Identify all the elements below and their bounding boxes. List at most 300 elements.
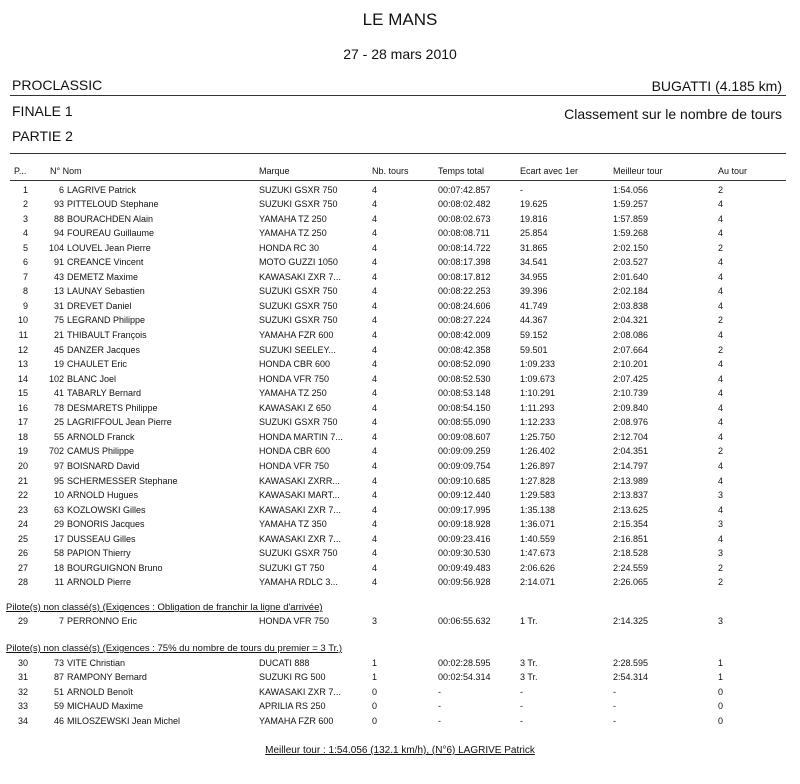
cell-temps: 00:08:14.722 [438,242,491,253]
cell-best: 2:14.325 [613,616,649,626]
cell-au: 4 [718,300,724,311]
cell-marque: KAWASAKI ZXR 7... [259,504,341,515]
cell-au: 4 [718,330,724,340]
cell-temps: - [438,715,441,726]
cell-au: 4 [718,257,724,268]
cell-ecart: - [520,715,523,726]
cell-temps: 00:08:52.090 [438,359,491,370]
table-row [0,519,800,533]
table-row [0,214,800,228]
cell-marque: YAMAHA TZ 250 [259,213,327,224]
cell-num: 29 [53,519,64,530]
cell-tours: 4 [372,300,378,311]
cell-best: 2:26.065 [613,577,649,588]
cell-temps: 00:09:17.995 [438,504,491,515]
cell-num: 10 [53,490,64,501]
cell-num: 91 [53,257,64,268]
cell-ecart: 1 Tr. [520,616,538,626]
table-row [0,563,800,577]
cell-marque: YAMAHA FZR 600 [259,715,334,726]
cell-au: 4 [718,359,724,370]
cell-au: 3 [718,616,724,626]
col-ecart: Ecart avec 1er [520,166,579,176]
col-pos: P... [14,166,27,176]
cell-best: 2:08.086 [613,330,649,340]
cell-num: 7 [58,616,64,626]
cell-pos: 2 [22,199,28,210]
cell-best: - [613,701,616,712]
cell-temps: 00:08:17.812 [438,271,491,282]
circuit-label: BUGATTI (4.185 km) [651,78,782,94]
cell-au: 4 [718,373,724,384]
cell-au: 2 [718,315,724,326]
part-label: PARTIE 2 [12,128,73,144]
cell-marque: KAWASAKI Z 650 [259,402,331,413]
cell-marque: HONDA VFR 750 [259,373,330,384]
cell-ecart: 1:36.071 [520,519,556,530]
cell-nom: VITE Christian [67,657,126,668]
cell-num: 104 [48,242,64,253]
cell-nom: PITTELOUD Stephane [67,199,159,210]
cell-pos: 17 [17,417,28,428]
cell-ecart: - [520,686,523,697]
cell-best: 2:03.838 [613,300,649,311]
cell-pos: 5 [22,242,28,253]
cell-nom: CAMUS Philippe [67,446,135,457]
cell-pos: 33 [17,701,28,712]
cell-temps: 00:08:52.530 [438,373,491,384]
cell-tours: 4 [372,257,378,268]
cell-au: 4 [718,213,724,224]
cell-tours: 4 [372,577,378,588]
cell-best: 2:12.704 [613,431,649,442]
cell-ecart: 2:06.626 [520,562,556,573]
cell-num: 95 [53,475,64,486]
cell-ecart: - [520,184,523,195]
cell-nom: PERRONNO Eric [67,616,138,626]
cell-pos: 1 [22,184,28,195]
cell-temps: 00:09:09.754 [438,460,491,471]
cell-best: - [613,686,616,697]
cell-marque: SUZUKI GSXR 750 [259,184,338,195]
cell-pos: 32 [17,686,28,697]
cell-temps: 00:08:24.606 [438,300,491,311]
cell-temps: 00:09:18.928 [438,519,491,530]
cell-num: 73 [53,657,64,668]
cell-ecart: 1:11.293 [520,402,555,413]
cell-marque: SUZUKI SEELEY... [259,344,336,355]
cell-nom: FOUREAU Guillaume [67,228,155,239]
cell-pos: 8 [22,286,28,297]
cell-tours: 4 [372,388,378,399]
cell-marque: KAWASAKI ZXR 7... [259,533,341,544]
cell-marque: HONDA RC 30 [259,242,320,253]
cell-pos: 12 [17,344,28,355]
table-row [0,199,800,213]
table-row [0,534,800,548]
cell-tours: 0 [372,715,378,726]
cell-au: 1 [718,672,724,683]
cell-num: 75 [53,315,64,326]
cell-pos: 19 [17,446,28,457]
cell-num: 51 [53,686,64,697]
cell-pos: 6 [22,257,28,268]
cell-num: 31 [53,300,64,311]
cell-marque: HONDA CBR 600 [259,446,331,457]
table-row [0,687,800,701]
cell-temps: 00:07:42.857 [438,184,491,195]
cell-ecart: 1:25.750 [520,431,556,442]
cell-best: 2:54.314 [613,672,649,683]
cell-marque: YAMAHA TZ 350 [259,519,327,530]
col-marque: Marque [259,166,290,176]
cell-best: 2:16.851 [613,533,649,544]
cell-best: 1:54.056 [613,184,649,195]
cell-ecart: 19.625 [520,199,548,210]
cell-pos: 10 [17,315,28,326]
table-row [0,315,800,329]
cell-temps: - [438,686,441,697]
cell-best: 2:07.664 [613,344,649,355]
col-au-tour: Au tour [718,166,748,176]
column-rule [10,180,786,181]
cell-nom: ARNOLD Benoît [67,686,134,697]
cell-pos: 29 [17,616,28,626]
cell-tours: 4 [372,504,378,515]
cell-marque: KAWASAKI ZXR 7... [259,686,341,697]
cell-ecart: 1:40.559 [520,533,556,544]
cell-tours: 4 [372,475,378,486]
cell-pos: 18 [17,431,28,442]
cell-tours: 4 [372,242,378,253]
table-row [0,330,800,344]
cell-tours: 4 [372,228,378,239]
table-row [0,228,800,242]
cell-nom: BONORIS Jacques [67,519,145,530]
cell-nom: BOISNARD David [67,460,140,471]
cell-num: 6 [58,184,64,195]
cell-pos: 3 [22,213,28,224]
cell-nom: CREANCE Vincent [67,257,144,268]
col-tours: Nb. tours [372,166,409,176]
col-temps: Temps total [438,166,485,176]
cell-au: 4 [718,271,724,282]
cell-best: 1:57.859 [613,213,649,224]
cell-nom: MICHAUD Maxime [67,701,144,712]
cell-num: 87 [53,672,64,683]
cell-pos: 22 [17,490,28,501]
cell-pos: 25 [17,533,28,544]
cell-best: 2:15.354 [613,519,649,530]
cell-num: 41 [53,388,64,399]
cell-ecart: 1:12.233 [520,417,556,428]
cell-ecart: 1:26.402 [520,446,556,457]
cell-ecart: 1:26.897 [520,460,556,471]
cell-best: 2:04.351 [613,446,649,457]
cell-num: 17 [53,533,64,544]
cell-marque: KAWASAKI MART... [259,490,340,501]
cell-au: 4 [718,402,724,413]
cell-tours: 4 [372,344,378,355]
section-1-title: Pilote(s) non classé(s) (Exigences : Obligation de franchir la ligne d'arrivée) [6,602,323,613]
cell-ecart: 1:09.233 [520,359,556,370]
cell-tours: 3 [372,616,378,626]
section-2-title: Pilote(s) non classé(s) (Exigences : 75% du nombre de tours du premier = 3 Tr.) [6,643,343,654]
table-row [0,701,800,715]
cell-pos: 15 [17,388,28,399]
classement-label: Classement sur le nombre de tours [564,106,782,122]
cell-au: 2 [718,562,724,573]
cell-tours: 0 [372,701,378,712]
cell-pos: 23 [17,504,28,515]
cell-num: 88 [53,213,64,224]
cell-marque: SUZUKI GSXR 750 [259,199,338,210]
cell-best: 2:24.559 [613,562,649,573]
cell-pos: 31 [17,672,28,683]
header-rule-bottom [10,153,786,154]
cell-num: 46 [53,715,64,726]
table-row [0,403,800,417]
cell-pos: 13 [17,359,28,370]
cell-tours: 4 [372,373,378,384]
cell-au: 2 [718,577,724,588]
cell-best: 2:08.976 [613,417,649,428]
table-row [0,672,800,686]
cell-marque: SUZUKI GT 750 [259,562,325,573]
cell-temps: 00:08:02.482 [438,199,491,210]
col-best: Meilleur tour [613,166,663,176]
cell-nom: BOURACHDEN Alain [67,213,154,224]
cell-nom: LAGRIVE Patrick [67,184,137,195]
cell-au: 3 [718,490,724,501]
cell-tours: 4 [372,213,378,224]
cell-best: 2:04.321 [613,315,649,326]
cell-ecart: 59.152 [520,330,548,340]
cell-marque: DUCATI 888 [259,657,310,668]
cell-au: 4 [718,286,724,297]
cell-temps: 00:08:27.224 [438,315,491,326]
table-row [0,185,800,199]
cell-tours: 4 [372,431,378,442]
cell-nom: ARNOLD Franck [67,431,135,442]
cell-pos: 9 [22,300,28,311]
cell-nom: ARNOLD Pierre [67,577,132,588]
cell-au: 4 [718,388,724,399]
cell-marque: SUZUKI GSXR 750 [259,548,338,559]
cell-ecart: - [520,701,523,712]
cell-marque: YAMAHA FZR 600 [259,330,334,340]
cell-ecart: 41.749 [520,300,548,311]
cell-ecart: 34.541 [520,257,548,268]
cell-temps: 00:08:08.711 [438,228,490,239]
table-row [0,446,800,460]
cell-temps: 00:08:55.090 [438,417,491,428]
cell-ecart: 3 Tr. [520,657,538,668]
cell-nom: TABARLY Bernard [67,388,142,399]
cell-tours: 4 [372,460,378,471]
cell-best: 2:09.840 [613,402,649,413]
cell-num: 43 [53,271,64,282]
table-row [0,417,800,431]
cell-marque: YAMAHA TZ 250 [259,228,327,239]
cell-num: 78 [53,402,64,413]
table-row [0,388,800,402]
cell-num: 18 [53,562,64,573]
cell-nom: THIBAULT François [67,330,147,340]
cell-temps: - [438,701,441,712]
cell-tours: 4 [372,417,378,428]
table-row [0,286,800,300]
cell-num: 19 [53,359,64,370]
cell-temps: 00:09:30.530 [438,548,491,559]
cell-marque: HONDA CBR 600 [259,359,331,370]
cell-au: 2 [718,242,724,253]
cell-tours: 4 [372,402,378,413]
cell-tours: 4 [372,271,378,282]
cell-marque: KAWASAKI ZXR 7... [259,271,341,282]
cell-num: 45 [53,344,64,355]
cell-pos: 27 [17,562,28,573]
cell-tours: 0 [372,686,378,697]
cell-tours: 4 [372,199,378,210]
event-title: LE MANS [362,10,438,29]
cell-num: 93 [53,199,64,210]
cell-nom: LEGRAND Philippe [67,315,146,326]
cell-pos: 26 [17,548,28,559]
cell-marque: SUZUKI GSXR 750 [259,286,338,297]
cell-tours: 4 [372,490,378,501]
cell-au: 2 [718,446,724,457]
header-rule-top [10,95,786,96]
cell-num: 102 [48,373,64,384]
cell-nom: KOZLOWSKI Gilles [67,504,146,515]
cell-tours: 4 [372,533,378,544]
cell-pos: 24 [17,519,28,530]
cell-temps: 00:06:55.632 [438,616,491,626]
table-row [0,505,800,519]
cell-nom: LAGRIFFOUL Jean Pierre [67,417,172,428]
column-headers [0,166,800,180]
cell-marque: YAMAHA TZ 250 [259,388,327,399]
cell-marque: SUZUKI GSXR 750 [259,417,338,428]
cell-num: 59 [53,701,64,712]
cell-best: 2:03.527 [613,257,649,268]
cell-best: 2:14.797 [613,460,649,471]
cell-num: 58 [53,548,64,559]
cell-nom: DREVET Daniel [67,300,132,311]
cell-temps: 00:08:53.148 [438,388,491,399]
cell-ecart: 39.396 [520,286,548,297]
cell-best: 2:28.595 [613,657,649,668]
cell-au: 3 [718,519,724,530]
cell-tours: 4 [372,519,378,530]
table-row [0,257,800,271]
cell-tours: 4 [372,286,378,297]
cell-pos: 34 [17,715,28,726]
table-row [0,476,800,490]
cell-tours: 1 [372,657,378,668]
cell-pos: 21 [17,475,28,486]
table-row [0,359,800,373]
cell-pos: 20 [17,460,28,471]
cell-au: 0 [718,715,724,726]
cell-tours: 4 [372,330,378,340]
cell-nom: LOUVEL Jean Pierre [67,242,151,253]
cell-num: 63 [53,504,64,515]
cell-temps: 00:08:42.009 [438,330,491,340]
cell-tours: 4 [372,548,378,559]
cell-pos: 16 [17,402,28,413]
cell-temps: 00:08:22.253 [438,286,491,297]
table-row [0,345,800,359]
cell-ecart: 2:14.071 [520,577,556,588]
cell-au: 4 [718,504,724,515]
cell-au: 4 [718,417,724,428]
cell-tours: 4 [372,315,378,326]
cell-marque: SUZUKI GSXR 750 [259,315,338,326]
cell-nom: BOURGUIGNON Bruno [67,562,163,573]
cell-ecart: 1:47.673 [520,548,556,559]
cell-au: 1 [718,657,724,668]
cell-au: 4 [718,460,724,471]
cell-marque: HONDA VFR 750 [259,616,330,626]
cell-best: 2:02.150 [613,242,649,253]
table-row [0,548,800,562]
cell-num: 21 [53,330,64,340]
cell-pos: 11 [18,330,28,340]
cell-temps: 00:08:54.150 [438,402,491,413]
cell-best: 2:10.201 [613,359,649,370]
cell-au: 4 [718,431,724,442]
cell-temps: 00:08:02.673 [438,213,491,224]
cell-best: 1:59.268 [613,228,649,239]
cell-marque: HONDA MARTIN 7... [259,431,343,442]
cell-tours: 4 [372,184,378,195]
cell-pos: 14 [17,373,28,384]
cell-num: 11 [54,577,64,588]
cell-ecart: 1:09.673 [520,373,556,384]
cell-nom: DEMETZ Maxime [67,271,139,282]
table-row [0,374,800,388]
cell-num: 702 [48,446,64,457]
cell-au: 2 [718,344,724,355]
cell-tours: 1 [372,672,378,683]
cell-marque: SUZUKI RG 500 [259,672,326,683]
cell-temps: 00:09:09.259 [438,446,491,457]
cell-ecart: 3 Tr. [520,672,538,683]
category-label: PROCLASSIC [12,77,103,93]
cell-marque: MOTO GUZZI 1050 [259,257,338,268]
cell-ecart: 25.854 [520,228,548,239]
cell-num: 55 [53,431,64,442]
cell-num: 94 [53,228,64,239]
cell-nom: ARNOLD Hugues [67,490,139,501]
cell-ecart: 1:29.583 [520,490,556,501]
cell-marque: APRILIA RS 250 [259,701,326,712]
cell-best: 2:02.184 [613,286,649,297]
table-row [0,243,800,257]
cell-temps: 00:09:12.440 [438,490,491,501]
cell-ecart: 1:10.291 [520,388,556,399]
cell-tours: 4 [372,359,378,370]
event-dates: 27 - 28 mars 2010 [343,46,457,62]
cell-temps: 00:09:08.607 [438,431,491,442]
cell-au: 4 [718,228,724,239]
cell-best: - [613,715,616,726]
cell-best: 2:13.989 [613,475,649,486]
table-row [0,461,800,475]
cell-au: 0 [718,686,724,697]
